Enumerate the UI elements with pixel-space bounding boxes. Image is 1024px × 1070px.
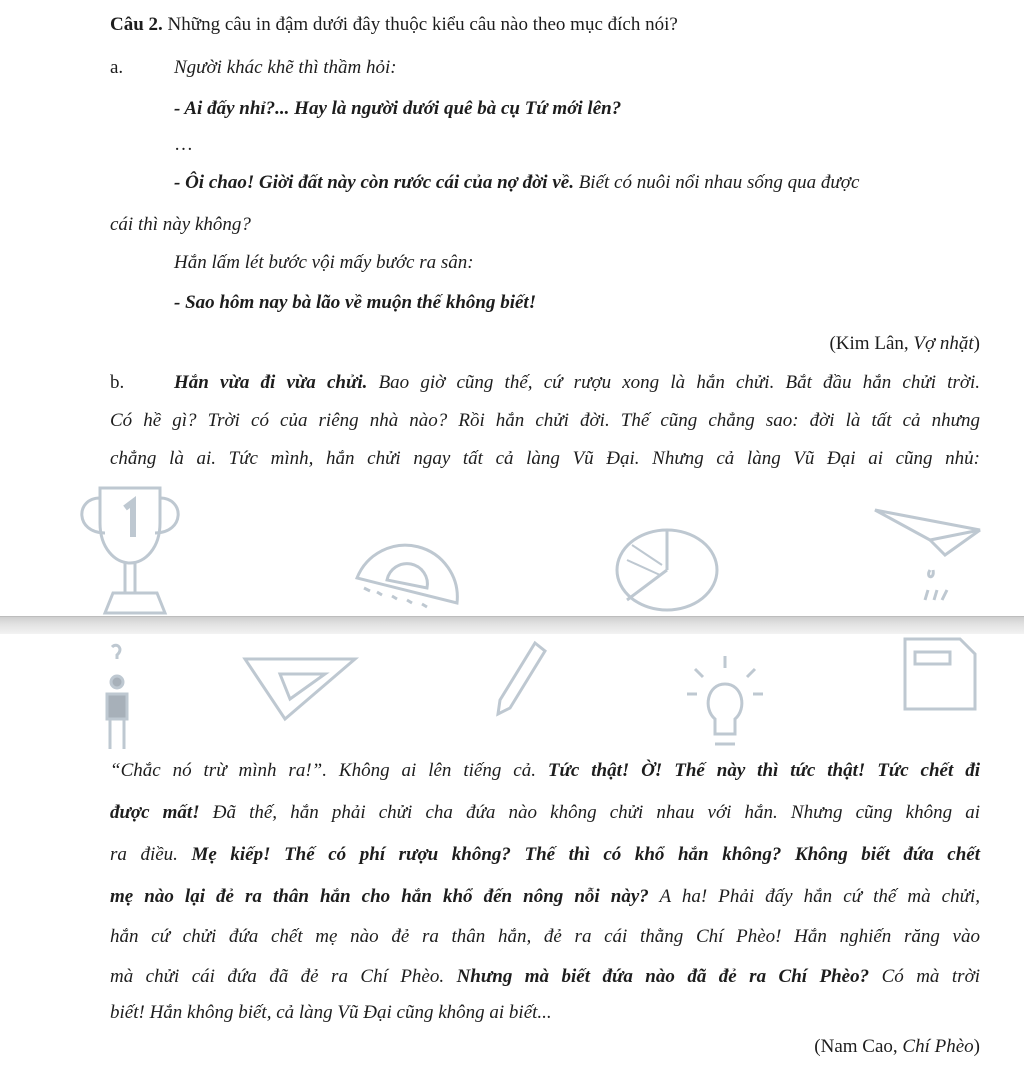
trophy-icon [70, 478, 200, 618]
passage-b-l5-rest: Đã thế, hắn phải chửi cha đứa nào không chửi nhau với hắn. Nhưng cũng không ai [199, 802, 981, 823]
page-lower [0, 634, 1024, 1070]
passage-b-l6-bold: Mẹ kiếp! Thế có phí rượu không? Thế thì có khổ hắn không? Không biết đứa chết [191, 844, 980, 865]
passage-a-line1: - Ai đấy nhỉ?... Hay là người dưới quê bà cụ Tứ mới lên? [174, 98, 622, 119]
passage-b-l4-a: “Chắc nó trừ mình ra!”. Không ai lên tiếng cả. [110, 760, 548, 781]
passage-b-line7 [110, 884, 980, 910]
set-square-icon [240, 654, 360, 724]
passage-b-l7-rest: A ha! Phải đấy hắn cứ thế mà chửi, [648, 886, 981, 907]
book-icon [895, 634, 985, 714]
passage-b-source [814, 1034, 980, 1060]
passage-b-line6 [110, 842, 980, 868]
question-line [110, 12, 678, 38]
passage-b-l6-a: ra điều. [110, 844, 192, 865]
passage-a-line2-rest: Biết có nuôi nổi nhau sống qua được [573, 172, 860, 193]
passage-a-source-author: (Kim Lân, [829, 333, 914, 354]
passage-b-line5 [110, 800, 980, 826]
person-icon [92, 642, 142, 752]
passage-b-l1-bold: Hắn vừa đi vừa chửi. [174, 372, 368, 393]
passage-a-line3: Hắn lấm lét bước vội mấy bước ra sân: [174, 252, 474, 273]
passage-b-line2: Có hề gì? Trời có của riêng nhà nào? Rồi hắn chửi đời. Thế cũng chẳng sao: đời là tất cả nhưng [110, 410, 980, 431]
passage-a-marker: a. [110, 57, 124, 78]
passage-a-source-close: ) [973, 333, 980, 354]
passage-a-line4: - Sao hôm nay bà lão về muộn thế không biết! [174, 292, 537, 313]
protractor-icon [352, 518, 464, 610]
passage-b-line3: chẳng là ai. Tức mình, hắn chửi ngay tất cả làng Vũ Đại. Nhưng cả làng Vũ Đại ai cũng nhủ: [110, 448, 980, 469]
passage-b-l5-bold: được mất! [110, 802, 200, 823]
question-number: Câu 2. [110, 14, 163, 35]
passage-b-source-close: ) [973, 1036, 980, 1057]
passage-b-l9-a: mà chửi cái đứa đã đẻ ra Chí Phèo. [110, 966, 457, 987]
passage-a-line2 [174, 170, 859, 196]
passage-b-marker: b. [110, 372, 125, 393]
passage-b-l7-bold: mẹ nào lại đẻ ra thân hắn cho hắn khổ đến nông nỗi này? [110, 886, 649, 907]
passage-b-l1-rest: Bao giờ cũng thế, cứ rượu xong là hắn chửi. Bắt đầu hắn chửi trời. [367, 372, 981, 393]
passage-a-source [829, 331, 980, 357]
passage-b-line9 [110, 964, 980, 990]
question-prompt: Những câu in đậm dưới đây thuộc kiểu câu nào theo mục đích nói? [162, 14, 678, 35]
passage-b-l9-rest: Có mà trời [869, 966, 980, 987]
passage-b-line4 [110, 758, 980, 784]
passage-b-source-title: Chí Phèo [902, 1036, 974, 1057]
passage-a-line2-cont: cái thì này không? [110, 214, 251, 235]
passage-a-intro: Người khác khẽ thì thầm hỏi: [174, 57, 397, 78]
passage-a-line2-bold: - Ôi chao! Giời đất này còn rước cái của nợ đời về. [174, 172, 574, 193]
passage-b-line1 [174, 370, 980, 396]
passage-b-line8: hắn cứ chửi đứa chết mẹ nào đẻ ra thân hắn, đẻ ra cái thằng Chí Phèo! Hắn nghiến răng vào [110, 926, 980, 947]
page-break-divider [0, 616, 1024, 635]
pen-icon [490, 638, 550, 718]
passage-a-ellipsis: … [174, 134, 193, 155]
lightbulb-icon [685, 654, 765, 754]
passage-b-l9-bold: Nhưng mà biết đứa nào đã đẻ ra Chí Phèo? [456, 966, 870, 987]
passage-b-source-author: (Nam Cao, [814, 1036, 903, 1057]
passage-b-l4-bold: Tức thật! Ờ! Thế này thì tức thật! Tức chết đi [547, 760, 980, 781]
passage-a-source-title: Vợ nhặt [913, 333, 974, 354]
paper-plane-icon [870, 495, 990, 615]
pie-chart-icon [612, 525, 722, 615]
passage-b-line10: biết! Hắn không biết, cả làng Vũ Đại cũng không ai biết... [110, 1002, 552, 1023]
